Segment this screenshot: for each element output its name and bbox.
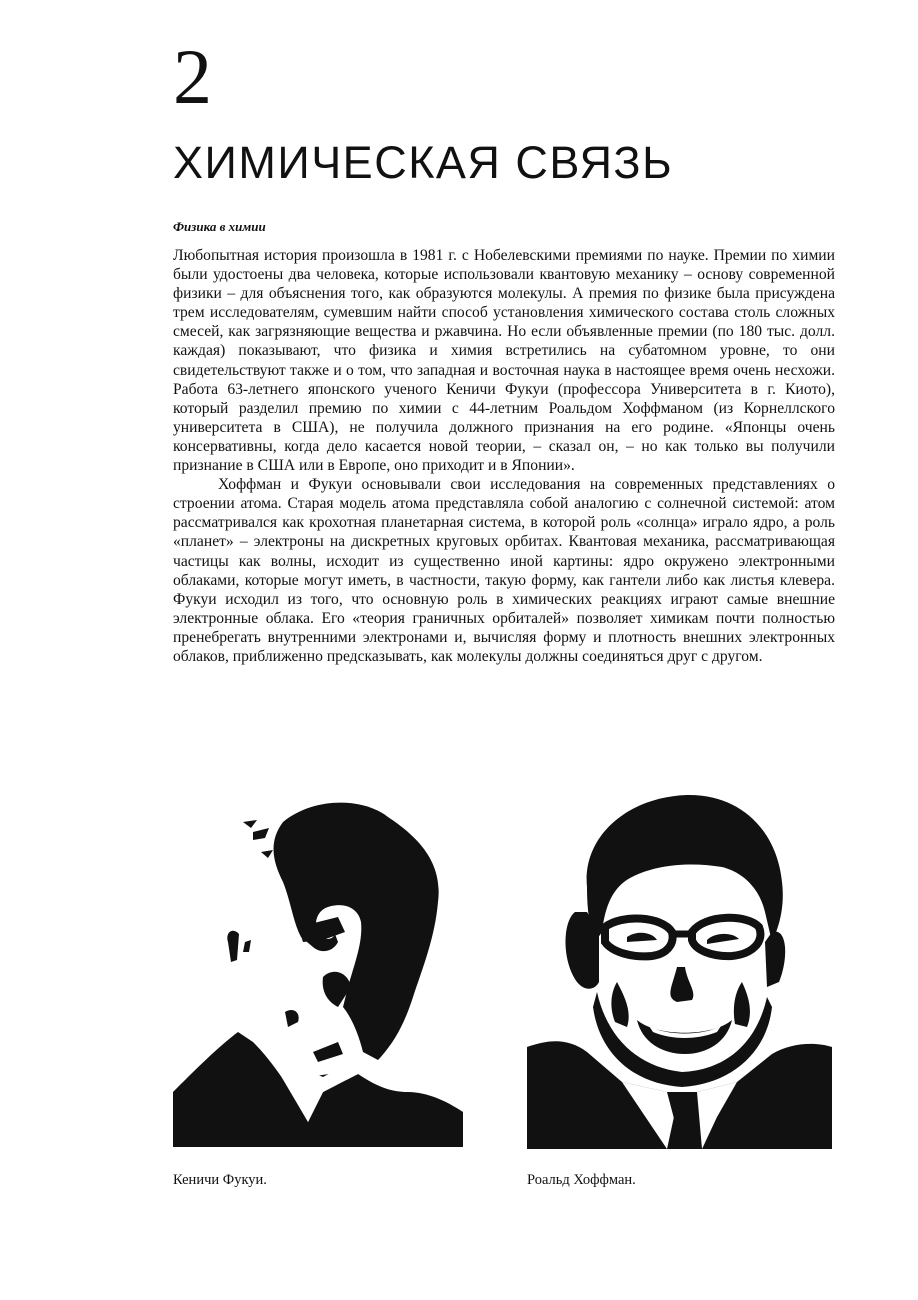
figure-caption-left: Кеничи Фукуи.	[173, 1172, 267, 1188]
portrait-photo-left	[173, 792, 463, 1147]
body-text	[173, 246, 835, 666]
portrait-photo-right	[527, 792, 832, 1149]
chapter-number: 2	[173, 33, 212, 120]
portrait-left-image	[173, 792, 463, 1147]
paragraph: Любопытная история произошла в 1981 г. с Нобелевскими премиями по науке. Премии по химии были удостоены два человека, которые использовали квантовую механику – основу современной физики – для объяснения того, как образуются молекулы. А премия по физике была присуждена трем исследователям, сумевшим найти способ установления химического состава столь сложных смесей, как загрязняющие вещества и ржавчина. Но если объявленные премии (по 180 тыс. долл. каждая) показывают, что физика и химия встретились на субатомном уровне, то они свидетельствуют также и о том, что западная и восточная наука в настоящее время очень несхожи. Работа 63-летнего японского ученого Кеничи Фукуи (профессора Университета в г. Киото), который разделил премию по химии с 44-летним Роальдом Хоффманом (из Корнеллского университета в США), не получила должного признания на его родине. «Японцы очень консервативны, когда дело касается новой теории, – сказал он, – но как только вы получили признание в США или в Европе, оно приходит и в Японии».	[173, 247, 835, 475]
section-heading: Физика в химии	[173, 219, 266, 234]
chapter-title: ХИМИЧЕСКАЯ СВЯЗЬ	[173, 137, 674, 188]
portrait-right-image	[527, 792, 832, 1149]
figure-caption-right: Роальд Хоффман.	[527, 1172, 636, 1188]
paragraph: Хоффман и Фукуи основывали свои исследования на современных представлениях о строении атома. Старая модель атома представляла собой аналогию с солнечной системой: атом рассматривался как крохотная планетарная система, в которой роль «солнца» играло ядро, а роль «планет» – электроны на дискретных круговых орбитах. Квантовая механика, рассматривающая частицы как волны, исходит из существенно иной картины: ядро окружено электронными облаками, которые могут иметь, в частности, такую форму, как гантели либо как листья клевера. Фукуи исходил из того, что основную роль в химических реакциях играют самые внешние электронные облака. Его «теория граничных орбиталей» позволяет химикам почти полностью пренебрегать внутренними электронами и, вычисляя форму и плотность внешних электронных облаков, приближенно предсказывать, как молекулы должны соединяться друг с другом.	[173, 476, 835, 665]
